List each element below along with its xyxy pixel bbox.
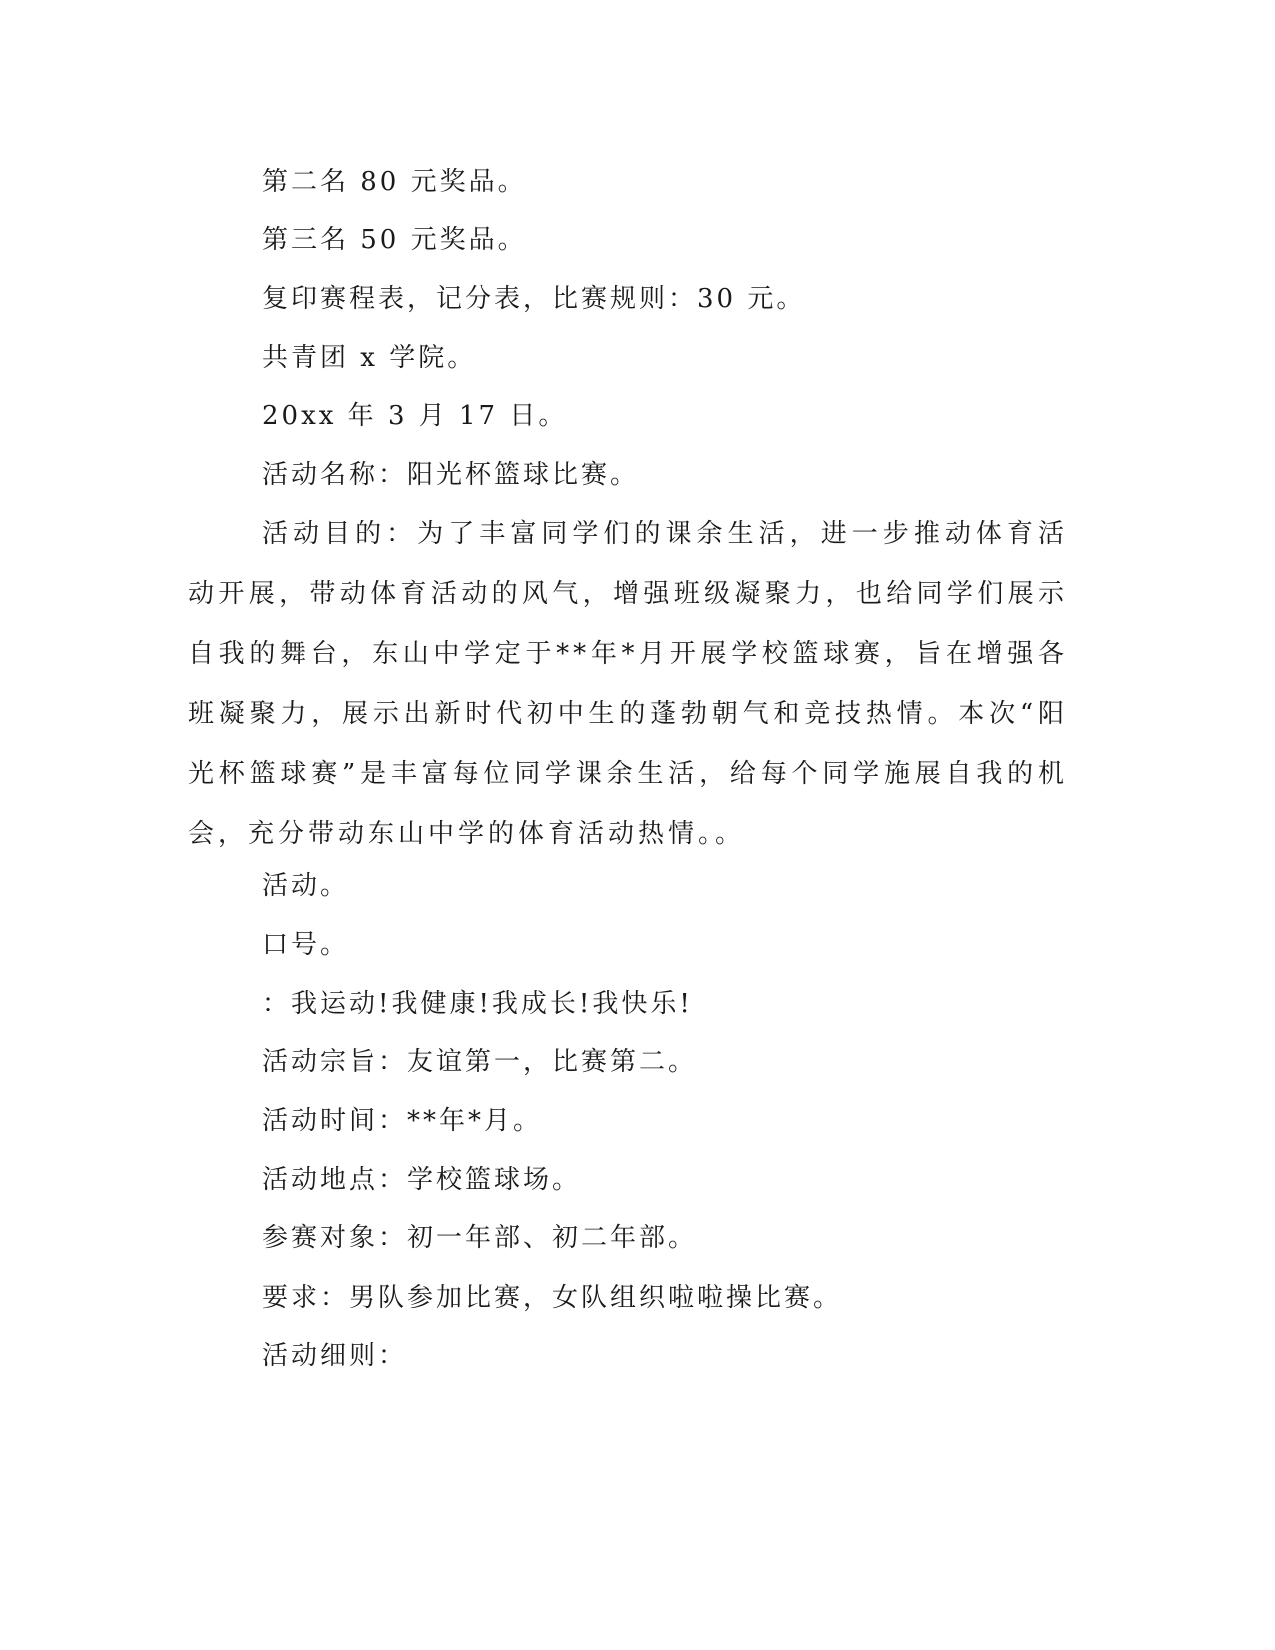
third-prize-line: 第三名 50 元奖品。 (262, 225, 527, 255)
activity-rules-heading: 活动细则： (262, 1341, 408, 1371)
activity-time-line: 活动时间：**年*月。 (262, 1106, 543, 1136)
activity-line: 活动。 (262, 871, 350, 901)
organizer-line: 共青团 x 学院。 (262, 343, 477, 373)
activity-aim-line: 活动宗旨：友谊第一，比赛第二。 (262, 1047, 698, 1077)
activity-purpose-paragraph: 活动目的：为了丰富同学们的课余生活，进一步推动体育活动开展，带动体育活动的风气，增强班级凝聚力，也给同学们展示自我的舞台，东山中学定于**年*月开展学校篮球赛，旨在增强各班凝聚力，展示出新时代初中生的蓬勃朝气和竞技热情。本次“阳光杯篮球赛”是丰富每位同学课余生活，给每个同学施展自我的机会，充分带动东山中学的体育活动热情。。 (188, 519, 1068, 849)
activity-name-line: 活动名称：阳光杯篮球比赛。 (262, 460, 640, 490)
slogan-heading-line: 口号。 (262, 930, 350, 960)
slogan-line: ：我运动!我健康!我成长!我快乐! (262, 989, 693, 1019)
date-line: 20xx 年 3 月 17 日。 (262, 401, 568, 431)
copy-cost-line: 复印赛程表，记分表，比赛规则：30 元。 (262, 284, 806, 314)
participants-line: 参赛对象：初一年部、初二年部。 (262, 1223, 698, 1253)
second-prize-line: 第二名 80 元奖品。 (262, 167, 527, 197)
requirements-line: 要求：男队参加比赛，女队组织啦啦操比赛。 (262, 1283, 843, 1313)
activity-location-line: 活动地点：学校篮球场。 (262, 1165, 582, 1195)
